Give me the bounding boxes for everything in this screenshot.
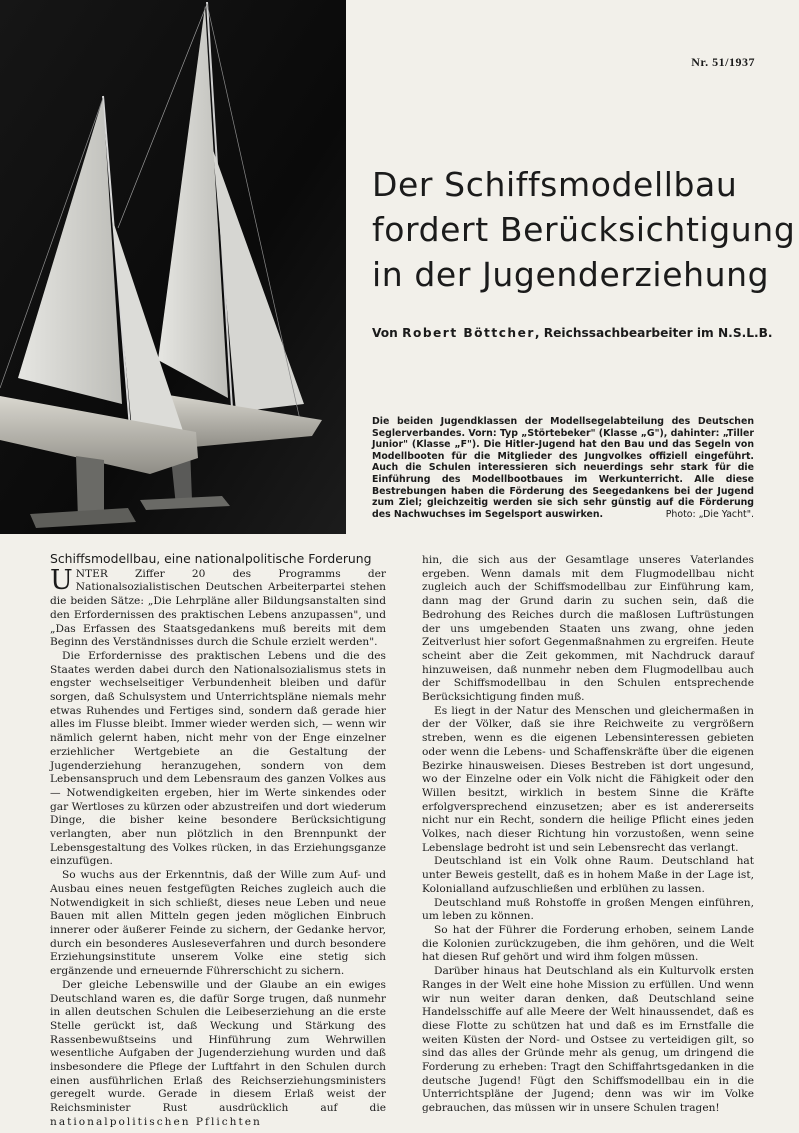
paragraph-text: NTER Ziffer 20 des Programms der Nationalsozialistischen Deutschen Arbeiterpartei stehen die beiden Sätze: „Die Lehrpläne aller Bildungsanstalten sind den Erfordernissen des praktischen Lebens anzupassen", und „Das Erfassen des Staatsgedankens muß bereits mit dem Beginn des Verständnisses durch die Schule erzielt werden". xyxy=(50,567,386,649)
spaced-emphasis: nationalpolitischen Pflichten xyxy=(50,1115,262,1128)
paragraph: hin, die sich aus der Gesamtlage unseres Vaterlandes ergeben. Wenn damals mit dem Flugmodellbau nicht zugleich auch der Schiffsmodellbau zur Einführung kam, dann mag der Grund darin zu suchen sein, daß die Bedrohung des Reiches durch die maßlosen Luftrüstungen der uns umgebenden Staaten uns zwang, ohne jeden Zeitverlust hier sofort Gegenmaßnahmen zu ergreifen. Heute scheint aber die Zeit gekommen, mit Nachdruck darauf hinzuweisen, daß nunmehr neben dem Flugmodellbau auch der Schiffsmodellbau in den Schulen entsprechende Berücksichtigung finden muß. xyxy=(422,554,754,704)
drop-cap: U xyxy=(50,564,73,596)
paragraph: Deutschland muß Rohstoffe in großen Mengen einführen, um leben zu können. xyxy=(422,896,754,923)
photo-credit: Photo: „Die Yacht". xyxy=(665,508,754,520)
issue-number: Nr. 51/1937 xyxy=(691,55,755,69)
paragraph: Es liegt in der Natur des Menschen und gleichermaßen in der der Völker, daß sie ihre Reichweite zu vergrößern streben, wenn es die eigenen Lebensinteressen gebieten oder wenn die Lebens- und Schaffenskräfte über die eigenen Bezirke hinausweisen. Dieses Bestreben ist dort ungesund, wo der Einzelne oder ein Volk nicht die Fähigkeit oder den Willen besitzt, wirklich in bestem Sinne die Kräfte erfolgversprechend einzusetzen; aber es ist andererseits nicht nur ein Recht, sondern die heilige Pflicht eines jeden Volkes, nach dieser Richtung hin vorzustoßen, wenn seine Lebenslage bedroht ist und sein Lebensrecht das verlangt. xyxy=(422,704,754,854)
paragraph-text: Der gleiche Lebenswille und der Glaube an ein ewiges Deutschland waren es, die dafür Sorge trugen, daß nunmehr in allen deutschen Schulen die Leibeserziehung an die erste Stelle gerückt ist, daß Weckung und Stärkung des Rassenbewußtseins und Hinführung zum Wehrwillen wesentliche Aufgaben der Jugenderziehung wurden und daß insbesondere die Pflege der Luftfahrt in den Schulen durch einen ausführlichen Erlaß des Reichserziehungsministers geregelt wurde. Gerade in diesem Erlaß weist der Reichsminister Rust ausdrücklich auf die xyxy=(50,978,386,1115)
paragraph xyxy=(50,979,386,1130)
sailboat-models-photo xyxy=(0,0,346,534)
left-column xyxy=(50,552,386,1130)
article-title xyxy=(372,162,796,297)
byline-suffix: , Reichssachbearbeiter im N.S.L.B. xyxy=(534,326,773,340)
paragraph: Deutschland ist ein Volk ohne Raum. Deutschland hat unter Beweis gestellt, daß es in hohem Maße in der Lage ist, Kolonialland aufzuschließen und erblühen zu lassen. xyxy=(422,855,754,895)
section-heading: Schiffsmodellbau, eine nationalpolitische Forderung xyxy=(50,551,372,566)
paragraph: So hat der Führer die Forderung erhoben, seinem Lande die Kolonien zurückzugeben, die ihm gehören, und die Welt hat diesen Ruf gehört und wird ihm folgen müssen. xyxy=(422,923,754,964)
caption-text: Die beiden Jugendklassen der Modellsegelabteilung des Deutschen Seglerverbandes. Vorn: Typ „Störtebeker" (Klasse „G"), dahinter: „Tiller Junior" (Klasse „F"). Die Hitler-Jugend hat den Bau und das Segeln von Modellbooten für die Mitglieder des Jungvolkes offiziell eingeführt. Auch die Schulen interessieren sich neuerdings sehr stark für die Einführung des Modellbootbaues im Werkunterricht. Alle diese Bestrebungen haben die Förderung des Seegedankens bei der Jugend zum Ziel; gleichzeitig werden sie sich sehr günstig auf die Förderung des Nachwuchses im Segelsport auswirken. xyxy=(372,416,754,520)
title-line-3: in der Jugenderziehung xyxy=(372,255,770,294)
byline xyxy=(372,326,773,340)
byline-prefix: Von xyxy=(372,326,403,340)
byline-author: Robert Böttcher xyxy=(402,326,535,340)
right-column xyxy=(422,554,754,1116)
title-line-1: Der Schiffsmodellbau xyxy=(372,165,738,204)
paragraph: Darüber hinaus hat Deutschland als ein Kulturvolk ersten Ranges in der Welt eine hohe Mission zu erfüllen. Und wenn wir nun weiter daran denken, daß Deutschland seine Handelsschiffe auf alle Meere der Welt hinaussendet, daß es diese Flotte zu schützen hat und daß es im Ernstfalle die weiten Küsten der Nord- und Ostsee zu verteidigen gilt, so sind das alles der Gründe mehr als genug, um dringend die Forderung zu erheben: Tragt den Schiffahrtsgedanken in die deutsche Jugend! Fügt den Schiffsmodellbau ein in die Unterrichtspläne der Jugend; denn was wir im Volke gebrauchen, das müssen wir in unsere Schulen tragen! xyxy=(422,965,754,1115)
title-line-2: fordert Berücksichtigung xyxy=(372,210,796,249)
paragraph xyxy=(50,564,386,650)
photo-caption xyxy=(372,416,754,520)
paragraph: Die Erfordernisse des praktischen Lebens und die des Staates werden dabei durch den Nationalsozialismus stets in engster wechselseitiger Verbundenheit bleiben und dafür sorgen, daß Schulsystem und Unterrichtspläne niemals mehr etwas Ruhendes und Fertiges sind, sondern daß gerade hier alles im Flusse bleibt. Immer wieder werden sich, — wenn wir nämlich gelernt haben, nicht mehr von der Enge einzelner erziehlicher Wertgebiete an die Gestaltung der Jugenderziehung heranzugehen, sondern von dem Lebensanspruch und dem Lebensraum des ganzen Volkes aus — Notwendigkeiten ergeben, hier im Werte sinkendes oder gar Wertloses zu kürzen oder abzustreifen und dort wiederum Dinge, die bisher keine besondere Berücksichtigung verlangten, aber nun plötzlich in den Brennpunkt der Lebensgestaltung des Volkes rücken, in das Erziehungsganze einzufügen. xyxy=(50,649,386,868)
paragraph: So wuchs aus der Erkenntnis, daß der Wille zum Auf- und Ausbau eines neuen festgefügten Reiches zugleich auch die Notwendigkeit in sich schließt, dieses neue Leben und neue Bauen mit allen Mitteln gegen jeden möglichen Einbruch innerer oder äußerer Feinde zu sichern, der Gedanke hervor, durch ein besonderes Ausleseverfahren und durch besondere Erziehungsinstitute unserem Volke eine stetig sich ergänzende und erneuernde Führerschicht zu sichern. xyxy=(50,869,386,978)
